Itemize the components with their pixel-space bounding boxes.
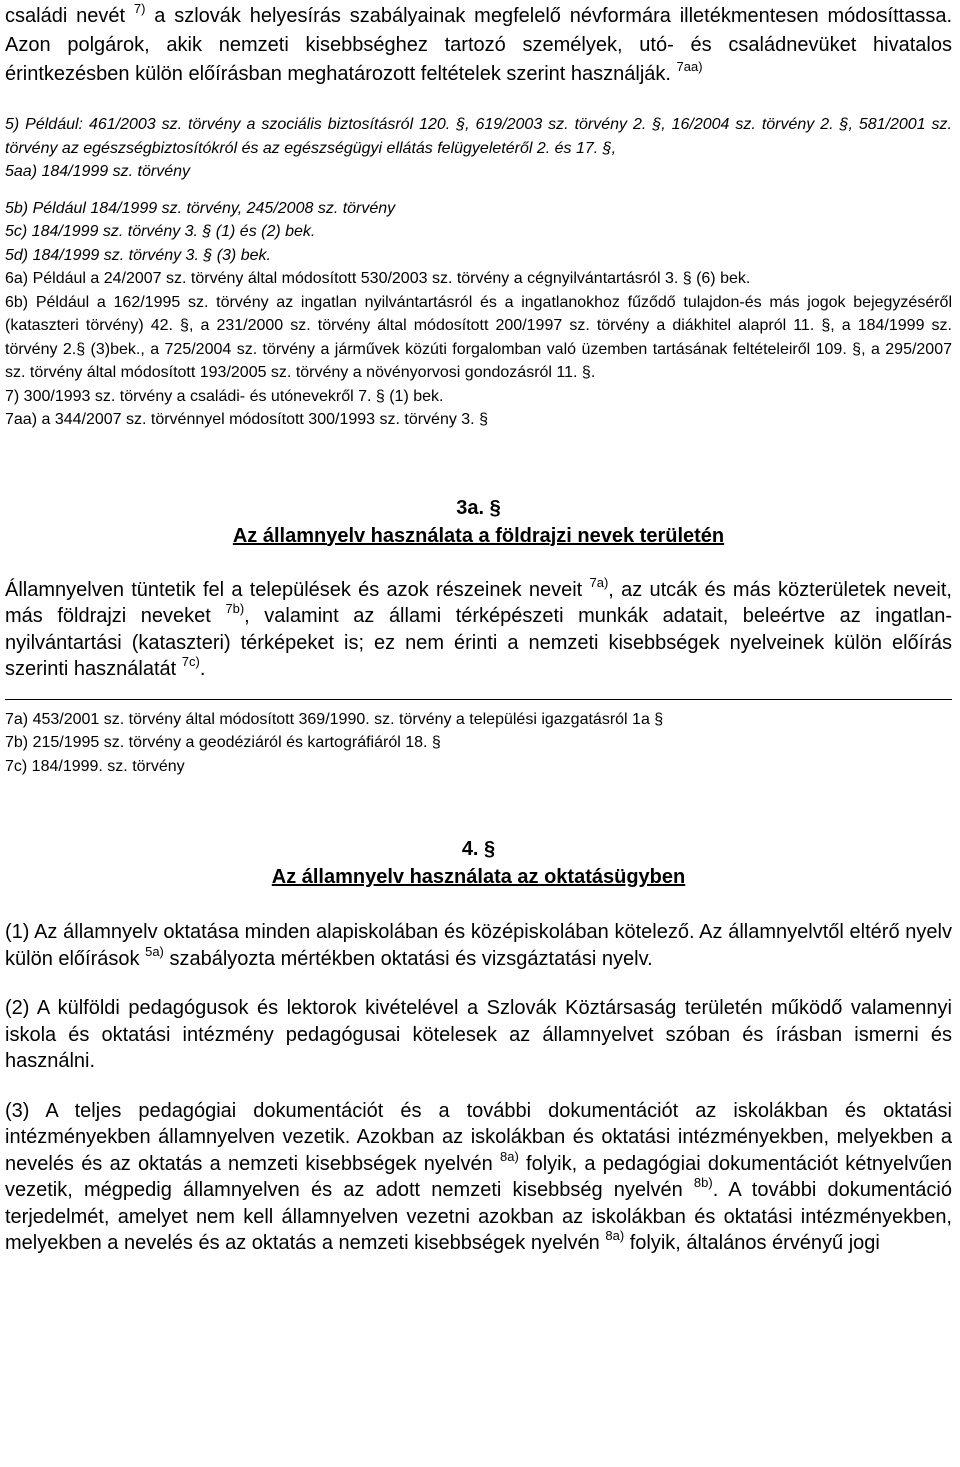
section-4-paragraph-3: (3) A teljes pedagógiai dokumentációt és a további dokumentációt az iskolákban és oktatási intézményekben államnyelven vezetik. Azokban az iskolákban és oktatási intézményekben, melyekben a nevelés és az oktatás a nemzeti kisebbségek nyelvén $^{8a)}$ folyik, a pedagógiai dokumentációt kétnyelvűen vezetik, mégpedig államnyelven és az adott nemzeti kisebbség nyelvén $^{8b)}$. A további dokumentáció terjedelmét, amelyet nem kell államnyelven vezetni azokban az iskolákban és oktatási intézményekben, melyekben a nevelés és az oktatás a nemzeti kisebbségek nyelvén $^{8a)}$ folyik, általános érvényű jogi [5,1099,952,1254]
section-4-heading [5,835,952,891]
footnote-item: 6b) Például a 162/1995 sz. törvény az ingatlan nyilvántartásról és a ingatlanokhoz fűződő tulajdon-és más jogok bejegyzéséről (kataszteri törvény) 42. §, a 231/2000 sz. törvény által módosított 200/1997 sz. törvény a diákhitel alapról 11. §, a 184/1999 sz. törvény 2.§ (3)bek., a 725/2004 sz. törvény a járművek közúti forgalomban való üzemben tartásának feltételeiről 109. §, a 295/2007 sz. törvény által módosított 193/2005 sz. törvény a növényorvosi gondozásról 11. §. [5,293,952,381]
footnotes-italic [5,113,952,267]
footnote-item: 7b) 215/1995 sz. törvény a geodéziáról és kartográfiáról 18. § [5,734,441,751]
footnote-item: 7aa) a 344/2007 sz. törvénnyel módosított 300/1993 sz. törvény 3. § [5,411,488,428]
section-3a-footnotes [5,708,952,779]
footnote-ref: 8b) [693,1175,713,1190]
footnote-item: 7) 300/1993 sz. törvény a családi- és utónevekről 7. § (1) bek. [5,387,444,405]
footnote-ref: 8a) [499,1148,519,1164]
footnote-item: 5c) 184/1999 sz. törvény 3. § (1) és (2) bek. [5,223,316,240]
document-page [5,0,952,1257]
footnote-ref: 7a) [589,574,609,590]
section-3a-heading [5,494,952,550]
section-title: Az államnyelv használata az oktatásügyben [271,866,686,888]
section-number: 4. § [461,838,496,860]
footnote-item: 5) Például: 461/2003 sz. törvény a szociális biztosításról 120. §, 619/2003 sz. törvény 2. §, 16/2004 sz. törvény 2. §, 581/2001 sz. törvény az egészségbiztosítókról és az egészségügyi ellátás felügyeletéről 2. és 17. §, [5,116,952,157]
footnote-ref: 7) [133,1,146,16]
section-3a-paragraph: Államnyelven tüntetik fel a települések és azok részeinek neveit $^{7a)}$, az utcák és más közterületek neveit, más földrajzi neveket $^{7b)}$, valamint az állami térképészeti munkák adatait, beleértve az ingatlan-nyilvántartási (kataszteri) térképeket is; ez nem érinti a nemzeti kisebbségek nyelveinek külön előírás szerinti használatát $^{7c)}$. [5,574,952,680]
intro-paragraph: családi nevét $^{7)}$ a szlovák helyesírás szabályainak megfelelő névformára illetékmentesen módosíttassa. Azon polgárok, akik nemzeti kisebbséghez tartozó személyek, utó- és családnevüket hivatalos érintkezésben külön előírásban meghatározott feltételek szerint használják. $^{7aa)}$ [5,1,953,85]
footnote-divider [5,699,952,700]
footnote-ref: 7c) [181,654,200,669]
footnote-item: 7c) 184/1999. sz. törvény [5,757,185,775]
section-4-paragraph-1: (1) Az államnyelv oktatása minden alapiskolában és középiskolában kötelező. Az államnyelvtől eltérő nyelv külön előírások $^{5a)}$ szabályozta mértékben oktatási és vizsgáztatási nyelv. [5,921,952,970]
footnote-item: 5d) 184/1999 sz. törvény 3. § (3) bek. [5,246,271,264]
footnote-item: 5aa) 184/1999 sz. törvény [5,163,191,180]
footnote-ref: 7aa) [676,59,703,74]
footnote-item: 7a) 453/2001 sz. törvény által módosított 369/1990. sz. törvény a települési igazgatásról 1a § [5,710,664,728]
footnote-item: 6a) Például a 24/2007 sz. törvény által módosított 530/2003 sz. törvény a cégnyilvántartásról 3. § (6) bek. [5,270,751,287]
section-4-paragraph-2: (2) A külföldi pedagógusok és lektorok kivételével a Szlovák Köztársaság területén működő valamennyi iskola és oktatási intézmény pedagógusai kötelesek az államnyelvet szóban és írásban ismerni és használni. [5,997,952,1072]
footnote-ref: 8a) [605,1228,625,1243]
footnote-ref: 5a) [145,943,164,959]
footnote-ref: 7b) [225,601,245,616]
section-number: 3a. § [456,496,501,519]
section-title: Az államnyelv használata a földrajzi nevek területén [232,524,725,547]
footnote-item: 5b) Például 184/1999 sz. törvény, 245/2008 sz. törvény [5,199,396,217]
footnotes-upright [5,267,952,432]
